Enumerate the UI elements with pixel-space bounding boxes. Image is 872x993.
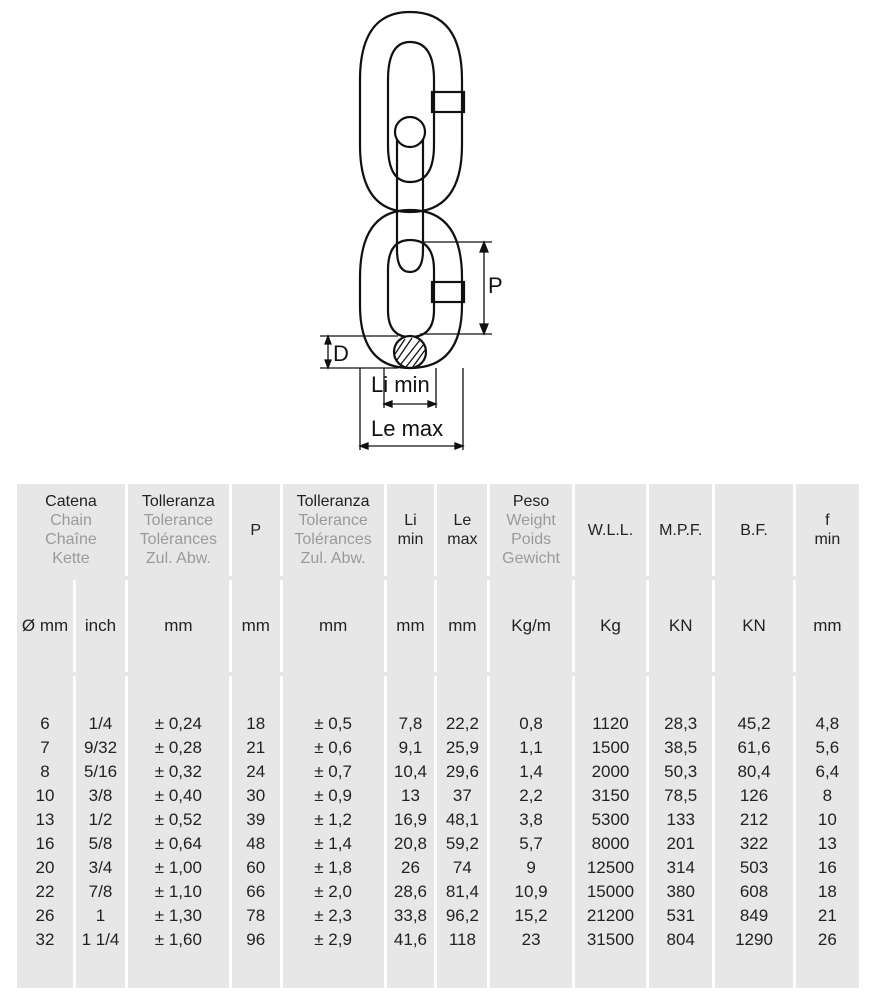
table-cell: ± 0,5 [314,714,352,733]
table-cell: 10,9 [514,882,548,901]
table-cell: 22,2 [445,714,479,733]
header-bf [715,484,792,576]
table-cell: 2,2 [519,786,543,805]
table-cell: 15,2 [514,906,548,925]
header-f-min-main: f min [814,512,841,548]
table-cell: 18 [817,882,837,901]
table-cell: 8 [822,786,833,805]
unit-cell: Kg [575,580,646,672]
table-cell: 5,7 [519,834,543,853]
table-cell: 5,6 [815,738,840,757]
table-cell: 126 [739,786,769,805]
header-chain-fr: Chaîne [45,531,97,548]
table-cell: 6 [40,714,50,733]
table-cell: 41,6 [393,930,428,949]
unit-cell: KN [715,580,792,672]
header-tolerance-1-en: Tolerance [143,512,214,529]
table-cell: 1120 [592,714,629,733]
header-le-max-main: Le max [447,512,478,548]
table-cell: 13 [35,810,55,829]
table-cell: 2000 [591,762,630,781]
header-p-main: P [250,521,262,539]
data-column-mpf [649,676,712,988]
table-cell: 20 [35,858,55,877]
unit-cell: mm [437,580,487,672]
table-cell: 21200 [586,906,635,925]
table-cell: ± 0,28 [154,738,202,757]
table-cell: 1290 [735,930,773,949]
table-cell: 10 [35,786,55,805]
table-cell: 3/4 [88,858,113,877]
table-cell: 25,9 [445,738,479,757]
table-cell: 531 [666,906,695,925]
table-cell: 6,4 [815,762,840,781]
header-tolerance-1-main: Tolleranza [141,493,215,510]
upper-weld [432,92,464,112]
header-chain-de: Kette [52,550,90,567]
table-cell: 8 [40,762,50,781]
table-cell: 1500 [591,738,630,757]
table-cell: ± 1,8 [314,858,352,877]
table-cell: 48 [246,834,266,853]
table-cell: 96 [246,930,266,949]
data-column-bf [715,676,792,988]
table-cell: 80,4 [737,762,771,781]
table-cell: 212 [739,810,769,829]
header-chain-en: Chain [50,512,92,529]
table-cell: ± 1,10 [154,882,202,901]
table-cell: 9/32 [83,738,118,757]
table-cell: 8000 [591,834,630,853]
table-cell: 78 [246,906,266,925]
unit-cell: mm [796,580,859,672]
header-tolerance-1-fr: Tolérances [139,531,218,548]
table-cell: 48,1 [445,810,479,829]
header-weight-main: Peso [512,493,550,510]
unit-cell: inch [76,580,125,672]
unit-cell: Ø mm [17,580,73,672]
data-column-wll [575,676,646,988]
header-bf-main: B.F. [740,521,768,539]
header-weight-en: Weight [506,512,556,529]
table-cell: 21 [246,738,266,757]
data-column-weight [490,676,572,988]
unit-cell: mm [128,580,229,672]
table-cell: 31500 [586,930,635,949]
table-cell: 38,5 [664,738,698,757]
table-cell: 24 [246,762,266,781]
table-cell: 10,4 [393,762,428,781]
table-cell: 1 1/4 [81,930,120,949]
table-cell: 314 [666,858,695,877]
table-cell: 78,5 [664,786,698,805]
table-cell: 26 [401,858,420,877]
unit-cell: mm [387,580,435,672]
table-cell: 61,6 [737,738,771,757]
table-cell: 133 [666,810,695,829]
table-cell: 0,8 [519,714,543,733]
data-column-tolerance-p [283,676,384,988]
p-label: P [488,273,503,298]
table-cell: 26 [35,906,55,925]
table-cell: 16 [817,858,837,877]
header-tolerance-1-de: Zul. Abw. [145,550,211,567]
table-cell: 26 [817,930,837,949]
table-cell: 10 [817,810,837,829]
table-cell: 608 [739,882,769,901]
table-cell: ± 1,00 [154,858,202,877]
table-cell: ± 0,64 [154,834,202,853]
table-cell: 849 [739,906,769,925]
table-cell: 50,3 [664,762,698,781]
table-cell: 96,2 [445,906,479,925]
table-cell: ± 1,60 [154,930,202,949]
table-cell: 21 [817,906,837,925]
table-cell: 7 [40,738,50,757]
unit-cell: KN [649,580,712,672]
header-mpf-main: M.P.F. [659,521,703,539]
chain-link-diagram [0,0,872,470]
data-column-li-min [387,676,435,988]
table-cell: 3,8 [519,810,543,829]
table-cell: 28,6 [393,882,428,901]
data-column-inch [76,676,125,988]
table-cell: 74 [452,858,472,877]
header-tolerance-2-en: Tolerance [298,512,368,529]
table-cell: 29,6 [445,762,479,781]
table-cell: 9,1 [398,738,423,757]
header-f-min [796,484,859,576]
table-cell: 118 [448,930,476,949]
table-cell: 201 [666,834,695,853]
table-cell: ± 0,9 [314,786,352,805]
header-le-max [437,484,487,576]
table-cell: 20,8 [393,834,428,853]
table-cell: 28,3 [664,714,698,733]
table-cell: 23 [521,930,541,949]
upper-cross-section [395,117,425,147]
header-tolerance-2-de: Zul. Abw. [300,550,366,567]
data-column-diameter [17,676,73,988]
table-cell: 380 [666,882,695,901]
header-tolerance-2-fr: Tolérances [294,531,372,548]
units-row [17,580,859,672]
table-cell: 1 [95,906,106,925]
table-cell: 15000 [586,882,635,901]
table-cell: 16 [35,834,55,853]
table-cell: 30 [246,786,266,805]
header-wll-main: W.L.L. [587,521,634,539]
table-cell: 322 [739,834,769,853]
header-row [17,484,859,576]
data-column-p [232,676,280,988]
table-cell: 16,9 [393,810,428,829]
table-cell: ± 0,32 [154,762,202,781]
le-max-label: Le max [371,416,444,441]
table-cell: 59,2 [445,834,479,853]
data-column-le-max [437,676,487,988]
table-cell: 9 [526,858,536,877]
table-cell: 66 [246,882,266,901]
table-cell: 5/8 [88,834,113,853]
header-wll [575,484,646,576]
header-chain [17,484,125,576]
table-cell: ± 0,40 [154,786,202,805]
header-tolerance-1 [128,484,229,576]
table-cell: ± 1,4 [314,834,352,853]
table-cell: 5300 [591,810,630,829]
table-cell: 39 [246,810,266,829]
table-cell: 1,4 [519,762,543,781]
header-weight-de: Gewicht [502,550,560,567]
table-cell: ± 1,30 [154,906,202,925]
table-cell: 18 [246,714,266,733]
lower-weld [432,282,464,302]
chain-spec-table [14,484,862,988]
table-cell: ± 0,24 [154,714,202,733]
table-cell: 13 [817,834,837,853]
data-row [17,676,859,988]
table-cell: 1,1 [519,738,543,757]
header-mpf [649,484,712,576]
data-column-f-min [796,676,859,988]
table-cell: ± 0,7 [314,762,352,781]
header-li-min-main: Li min [397,512,424,548]
header-p [232,484,280,576]
table-cell: 81,4 [445,882,479,901]
table-cell: ± 2,9 [314,930,352,949]
d-label: D [333,341,349,366]
header-weight [490,484,572,576]
header-chain-main: Catena [45,493,97,510]
table-cell: 33,8 [393,906,428,925]
table-cell: 4,8 [815,714,840,733]
header-tolerance-2 [283,484,384,576]
table-cell: 804 [666,930,695,949]
table-cell: 503 [739,858,769,877]
table-cell: ± 2,0 [314,882,352,901]
li-min-label: Li min [371,372,430,397]
table-cell: 37 [452,786,472,805]
data-column-tolerance-d [128,676,229,988]
unit-cell: mm [283,580,384,672]
table-cell: 1/4 [88,714,113,733]
table-cell: ± 2,3 [314,906,352,925]
table-cell: 1/2 [88,810,113,829]
table-cell: ± 0,52 [154,810,202,829]
table-cell: 45,2 [737,714,771,733]
header-li-min [387,484,435,576]
table-cell: 13 [401,786,420,805]
table-cell: ± 0,6 [314,738,352,757]
table-cell: 3/8 [88,786,113,805]
table-cell: 3150 [591,786,630,805]
unit-cell: Kg/m [490,580,572,672]
table-cell: 7,8 [398,714,423,733]
table-cell: 32 [35,930,55,949]
table-cell: 60 [246,858,266,877]
table-cell: 7/8 [88,882,113,901]
upper-link-inner [388,42,434,182]
header-weight-fr: Poids [511,531,552,548]
table-cell: 22 [35,882,55,901]
unit-cell: mm [232,580,280,672]
table-cell: 5/16 [83,762,118,781]
table-cell: 12500 [586,858,635,877]
header-tolerance-2-main: Tolleranza [296,493,370,510]
table-cell: ± 1,2 [314,810,352,829]
